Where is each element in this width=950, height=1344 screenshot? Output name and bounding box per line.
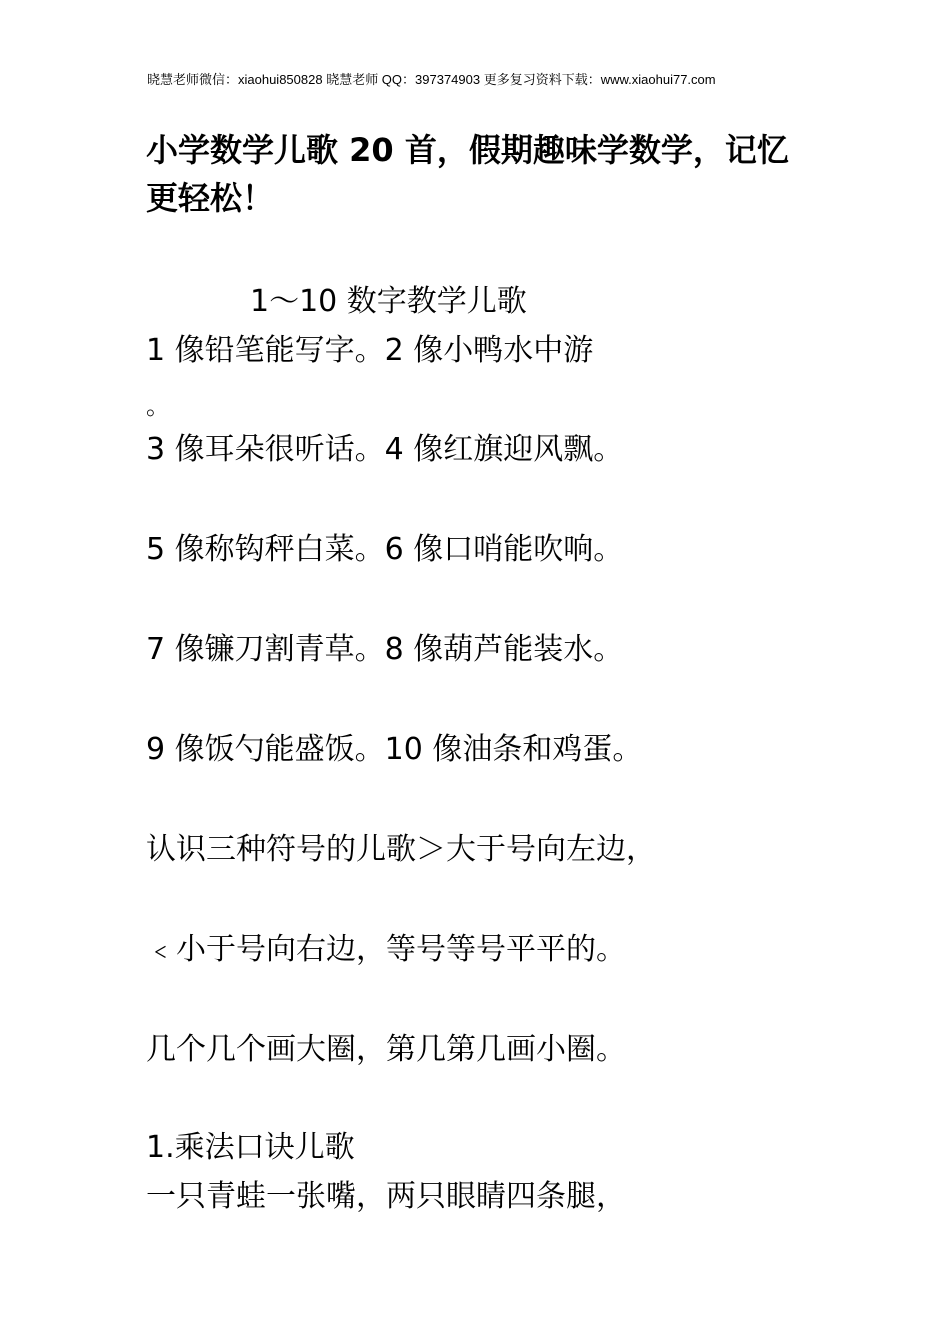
rhyme-line: 3 像耳朵很听话。4 像红旗迎风飘。 <box>146 432 624 467</box>
header-contact-line: 晓慧老师微信：xiaohui850828 晓慧老师 QQ：397374903 更多复习资料下载：www.xiaohui77.com <box>147 72 716 87</box>
section-heading-multiplication-rhyme: 1.乘法口诀儿歌 <box>146 1130 355 1165</box>
rhyme-line: 一只青蛙一张嘴，两只眼睛四条腿， <box>146 1179 626 1214</box>
rhyme-line: ﹤小于号向右边，等号等号平平的。 <box>146 932 626 967</box>
rhyme-line: 认识三种符号的儿歌＞大于号向左边， <box>146 832 656 867</box>
rhyme-line: 9 像饭勺能盛饭。10 像油条和鸡蛋。 <box>146 732 643 767</box>
document-title-line-1: 小学数学儿歌 20 首，假期趣味学数学，记忆 <box>146 131 789 169</box>
rhyme-line: 5 像称钩秤白菜。6 像口哨能吹响。 <box>146 532 624 567</box>
rhyme-line: 1 像铅笔能写字。2 像小鸭水中游 <box>146 333 594 368</box>
document-title <box>146 126 836 222</box>
section-heading-numbers-rhyme: 1～10 数字教学儿歌 <box>250 284 527 319</box>
rhyme-line: 。 <box>146 392 170 420</box>
rhyme-line: 7 像镰刀割青草。8 像葫芦能装水。 <box>146 632 624 667</box>
rhyme-line: 几个几个画大圈，第几第几画小圈。 <box>146 1032 626 1067</box>
document-title-line-2: 更轻松！ <box>146 179 275 217</box>
